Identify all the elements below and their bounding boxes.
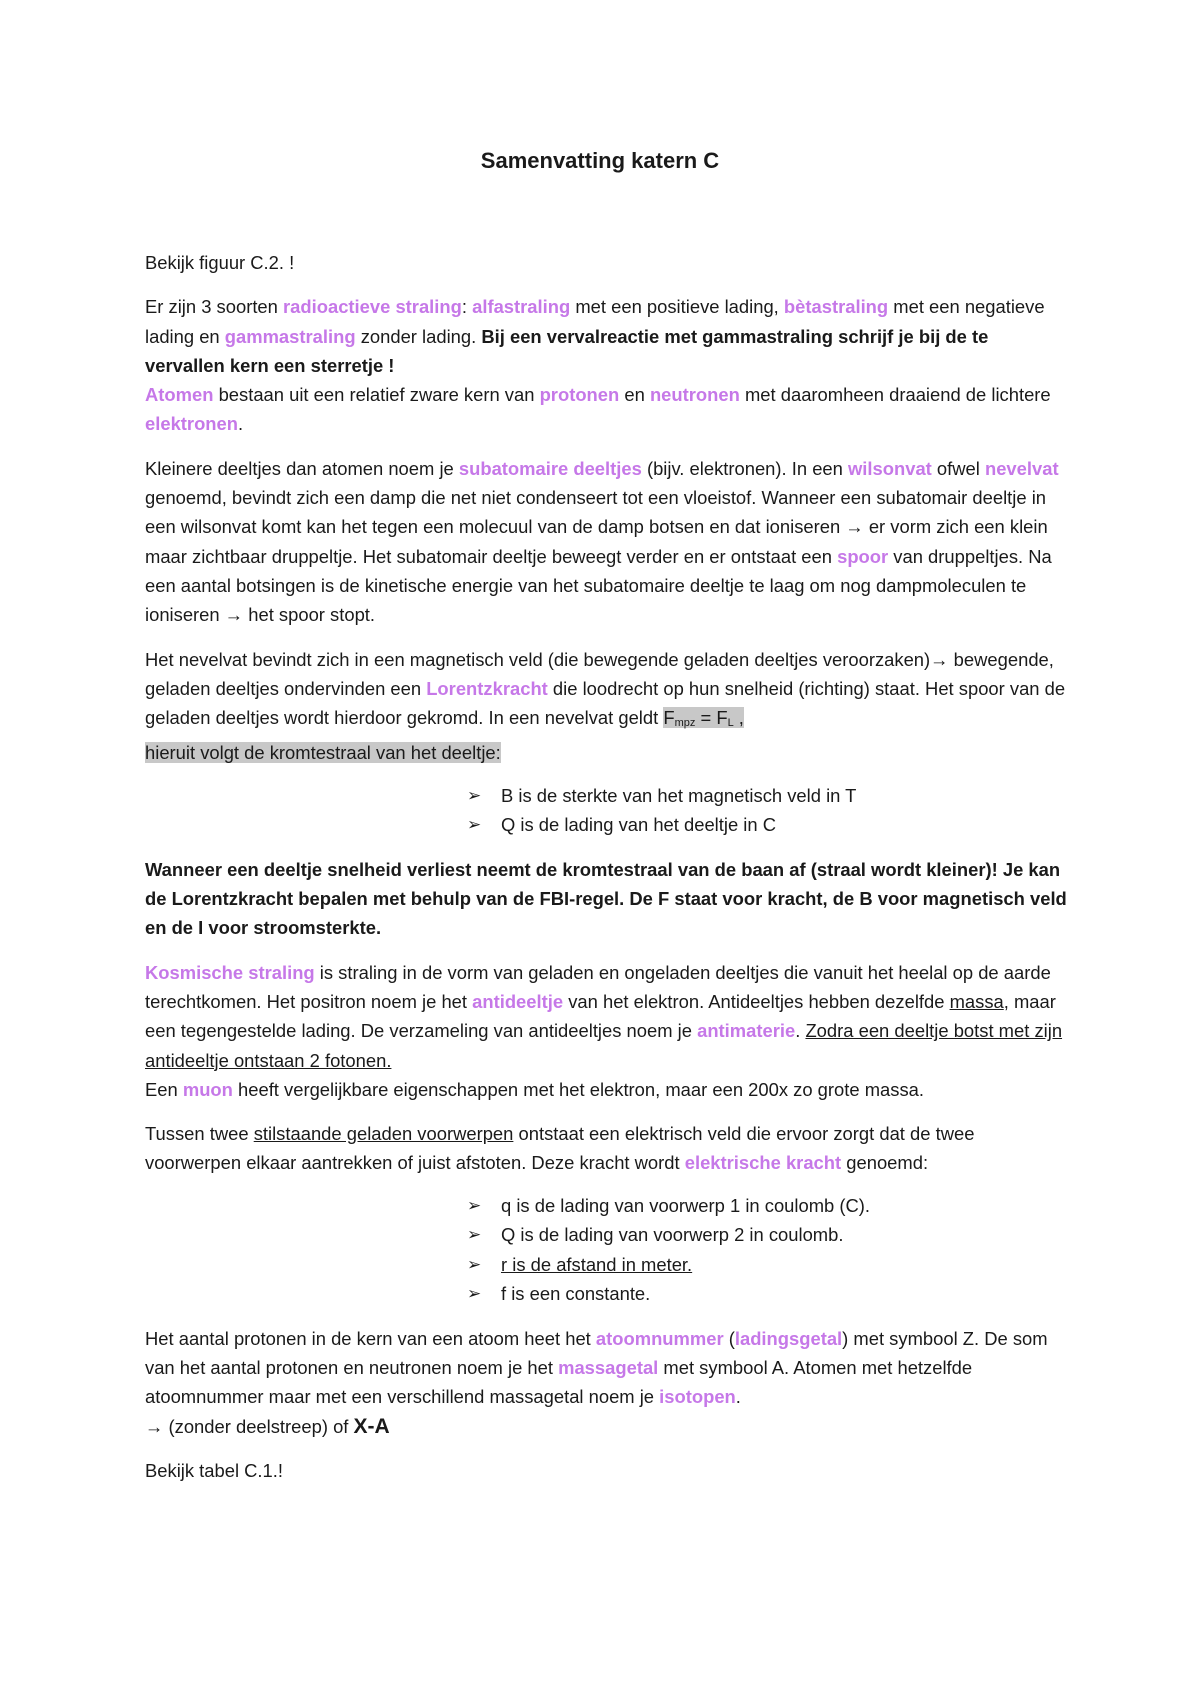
keyword-muon: muon <box>182 1078 233 1100</box>
bold-note-sterretje: Bij een vervalreactie met gammastraling schrijf je bij de te vervallen kern een sterretje ! <box>145 325 989 376</box>
paragraph-table-ref <box>145 1456 1070 1485</box>
text: met daaromheen draaiend de lichtere <box>739 384 1051 406</box>
text: het spoor stopt. <box>243 604 376 626</box>
text: . <box>238 413 244 435</box>
fbi-regel-text: Wanneer een deeltje snelheid verliest neemt de kromtestraal van de baan af (straal wordt kleiner)! Je kan de Lorentzkracht bepalen met behulp van de FBI-regel. De F staat voor kracht, de B voor magnetisch veld en de I voor stroomsterkte. <box>145 858 1067 939</box>
text: met een negatieve lading en <box>145 296 1045 347</box>
page-title: Samenvatting katern C <box>480 148 720 173</box>
text: bewegende, geladen deeltjes ondervinden een <box>145 648 1054 699</box>
text: ) met symbool Z. De som van het aantal protonen en neutronen noem je het <box>145 1327 1048 1379</box>
text: met een positieve lading, <box>570 296 784 318</box>
text: . <box>795 1020 806 1042</box>
keyword-ladingsgetal: ladingsgetal <box>734 1327 843 1349</box>
keyword-isotopen: isotopen <box>659 1386 736 1408</box>
text: Kleinere deeltjes dan atomen noem je <box>145 457 459 479</box>
paragraph-magnetisch-veld <box>145 645 1070 768</box>
keyword-radioactieve-straling: radioactieve straling <box>283 296 462 318</box>
list-item <box>467 1250 1070 1280</box>
arrow-icon: → <box>930 648 949 670</box>
list-item <box>467 1191 1070 1221</box>
text: (bijv. elektronen). In een <box>641 457 848 479</box>
document-body <box>145 248 1070 1500</box>
keyword-betastraling: bètastraling <box>783 296 889 318</box>
arrow-icon: → <box>145 1415 164 1437</box>
keyword-alfastraling: alfastraling <box>472 296 571 318</box>
list-item <box>467 810 1070 840</box>
arrow-bullet-icon: ➢ <box>467 1225 482 1245</box>
keyword-nevelvat: nevelvat <box>984 457 1059 479</box>
arrow-bullet-icon: ➢ <box>467 1284 482 1304</box>
text: ontstaat een elektrisch veld die ervoor zorgt dat de twee voorwerpen elkaar aantrekken of juist afstoten. Deze kracht wordt <box>145 1123 975 1174</box>
notation-x-a: X-A <box>353 1414 390 1438</box>
text: Tussen twee <box>145 1123 254 1145</box>
paragraph-elektrische-kracht <box>145 1119 1070 1178</box>
keyword-gammastraling: gammastraling <box>224 325 356 347</box>
text: genoemd, bevindt zich een damp die net niet condenseert tot een vloeistof. Wanneer een subatomair deeltje in een wilsonvat komt kan het tegen een molecuul van de damp botsen en dat ioniseren <box>145 487 1047 538</box>
text: is straling in de vorm van geladen en ongeladen deeltjes die vanuit het heelal op de aarde terechtkomen. Het positron noem je het <box>145 961 1051 1012</box>
text: : <box>461 296 473 318</box>
keyword-wilsonvat: wilsonvat <box>848 457 932 479</box>
formula-f: F <box>663 707 675 729</box>
text: en <box>619 384 650 406</box>
text: met symbool A. Atomen met hetzelfde atoomnummer maar met een verschillend massagetal noem je <box>145 1357 973 1408</box>
keyword-lorentzkracht: Lorentzkracht <box>426 677 548 699</box>
text: (zonder deelstreep) of <box>163 1415 354 1437</box>
keyword-elektrische-kracht: elektrische kracht <box>684 1152 842 1174</box>
underlined-fotonen-sentence: Zodra een deeltje botst met zijn antideeltje ontstaan 2 fotonen. <box>145 1020 1063 1071</box>
keyword-protonen: protonen <box>539 384 620 406</box>
list-item-text: Q is de lading van voorwerp 2 in coulomb. <box>501 1224 844 1246</box>
arrow-bullet-icon: ➢ <box>467 785 482 805</box>
paragraph-figure-ref <box>145 248 1070 277</box>
paragraph-atoomnummer <box>145 1324 1070 1441</box>
paragraph-wilsonvat <box>145 454 1070 630</box>
text: zonder lading. <box>355 325 482 347</box>
arrow-bullet-icon: ➢ <box>467 1254 482 1274</box>
keyword-massagetal: massagetal <box>558 1357 659 1379</box>
keyword-atoomnummer: atoomnummer <box>595 1327 724 1349</box>
arrow-bullet-icon: ➢ <box>467 815 482 835</box>
text: , maar een tegengestelde lading. De verzameling van antideeltjes noem je <box>145 990 1056 1042</box>
table-ref-text: Bekijk tabel C.1.! <box>145 1459 283 1481</box>
list-item-text: B is de sterkte van het magnetisch veld in T <box>501 784 857 806</box>
text: Een <box>145 1078 183 1100</box>
list-item <box>467 1220 1070 1250</box>
text: . <box>735 1386 741 1408</box>
text: ofwel <box>931 457 985 479</box>
paragraph-fbi-regel <box>145 855 1070 943</box>
keyword-antimaterie: antimaterie <box>697 1020 796 1042</box>
list-item <box>467 781 1070 811</box>
list-item-text: Q is de lading van het deeltje in C <box>501 814 777 836</box>
text: Het nevelvat bevindt zich in een magnetisch veld (die bewegende geladen deeltjes veroorzaken) <box>145 648 931 670</box>
paragraph-kosmische-straling <box>145 958 1070 1104</box>
text: Er zijn 3 soorten <box>145 296 283 318</box>
text: Het aantal protonen in de kern van een atoom heet het <box>145 1327 596 1349</box>
keyword-kosmische-straling: Kosmische straling <box>145 961 315 983</box>
list-item-text: r is de afstand in meter. <box>501 1253 693 1275</box>
list-coulomb-variables <box>145 1191 1070 1309</box>
paragraph-radiation <box>145 292 1070 438</box>
arrow-icon: → <box>224 604 244 626</box>
formula-sub-mpz: mpz <box>674 717 696 730</box>
arrow-icon: → <box>845 516 864 538</box>
text: heeft vergelijkbare eigenschappen met het elektron, maar een 200x zo grote massa. <box>232 1078 924 1100</box>
keyword-subatomaire-deeltjes: subatomaire deeltjes <box>458 457 642 479</box>
formula-sub-l: L <box>727 717 734 730</box>
keyword-antideeltje: antideeltje <box>472 990 564 1012</box>
keyword-neutronen: neutronen <box>649 384 740 406</box>
underlined-massa: massa <box>949 990 1004 1012</box>
formula-equals-f: = F <box>695 707 728 729</box>
arrow-bullet-icon: ➢ <box>467 1195 482 1215</box>
text: van het elektron. Antideeltjes hebben dezelfde <box>563 990 950 1012</box>
keyword-atomen: Atomen <box>145 384 214 406</box>
formula-highlight <box>663 707 744 728</box>
text: er vorm zich een klein maar zichtbaar druppeltje. Het subatomair deeltje beweegt verder en er ontstaat een <box>145 516 1048 567</box>
highlight-kromtestraal: hieruit volgt de kromtestraal van het deeltje: <box>145 742 501 764</box>
keyword-spoor: spoor <box>837 545 889 567</box>
list-item-text: q is de lading van voorwerp 1 in coulomb (C). <box>501 1194 871 1216</box>
text: genoemd: <box>841 1152 929 1174</box>
text: die loodrecht op hun snelheid (richting) staat. Het spoor van de geladen deeltjes wordt hierdoor gekromd. In een nevelvat geldt <box>145 677 1066 729</box>
formula-comma: , <box>733 707 744 729</box>
text: bestaan uit een relatief zware kern van <box>213 384 540 406</box>
text: ( <box>723 1327 735 1349</box>
figure-ref-text: Bekijk figuur C.2. ! <box>145 252 295 273</box>
keyword-elektronen: elektronen <box>145 413 239 435</box>
list-item <box>467 1279 1070 1309</box>
underlined-stilstaande-voorwerpen: stilstaande geladen voorwerpen <box>253 1123 514 1145</box>
text: van druppeltjes. Na een aantal botsingen is de kinetische energie van het subatomaire deeltje te laag om nog dampmoleculen te ioniseren <box>145 545 1052 626</box>
list-magnetic-variables <box>145 781 1070 840</box>
list-item-text: f is een constante. <box>501 1283 651 1305</box>
